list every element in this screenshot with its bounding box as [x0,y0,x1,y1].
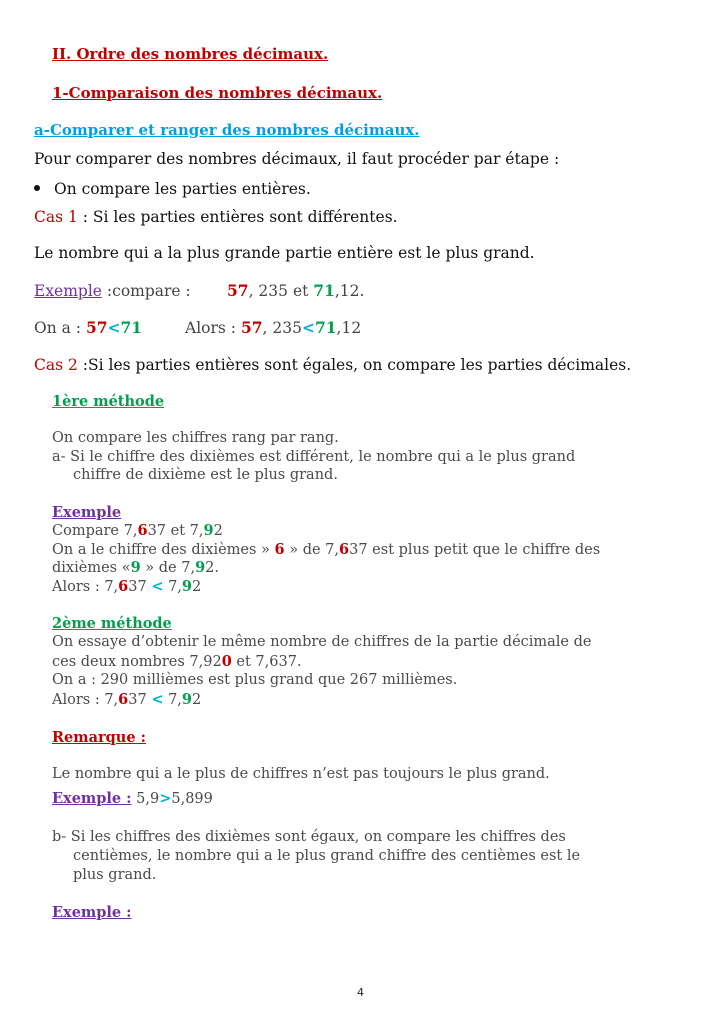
rule1-text: Le nombre qui a la plus grande partie entière est le plus grand. [34,244,535,262]
exemple1-n2-int: 71 [313,281,335,300]
ona1-c-rest: , 235 [262,319,302,337]
exemple1-prefix: :compare : [101,282,191,300]
ona1-alors-line [185,319,361,338]
exemple2-compare-d1: 6 [137,522,148,539]
cas1-line [34,208,398,227]
ona1-op2: < [301,318,315,337]
ona1-alors: Alors : [185,319,241,337]
methode2-alors-b: 37 [128,692,152,708]
exemple3-b: 5,899 [171,791,213,807]
exemple2-alors-op: < [151,578,164,595]
remarque-title: Remarque : [52,729,146,746]
cas2-label: Cas 2 [34,356,83,374]
methode2-line2 [52,653,302,671]
exemple2-line3-b: » de 7, [140,560,196,576]
subsection-title: 1-Comparaison des nombres décimaux. [52,84,383,102]
methode2-line2-zero: 0 [221,653,232,670]
methode2-alors-op: < [151,691,164,708]
part-a-title: a-Comparer et ranger des nombres décimaux. [34,121,420,139]
exemple2-compare-prefix: Compare 7, [52,523,138,539]
exemple2-alors [52,578,201,596]
exemple3-line [52,790,213,808]
exemple4-title: Exemple : [52,904,132,921]
methode2-alors-d1: 6 [118,691,129,708]
exemple2-line3 [52,559,219,577]
ona1-op: < [107,318,121,337]
exemple2-line2-b: » de 7, [284,542,340,558]
exemple2-line2-d2: 6 [339,541,350,558]
exemple1-line [34,282,191,301]
ona1-line [34,319,142,338]
methode2-alors-a: Alors : 7, [52,692,119,708]
ona1-b: 71 [120,318,143,337]
b-line1: b- Si les chiffres des dixièmes sont égaux, on compare les chiffres des [52,829,566,845]
exemple2-line3-a: dixièmes « [52,560,131,576]
methode2-alors-e: 2 [192,692,202,708]
exemple1-numbers [227,282,364,301]
bullet-icon [34,185,40,191]
exemple2-alors-a: Alors : 7, [52,579,119,595]
exemple2-alors-d1: 6 [118,578,129,595]
exemple2-compare [52,522,223,540]
ona1-prefix: On a : [34,319,86,337]
methode2-alors [52,691,201,709]
exemple1-n2-rest: ,12. [334,282,365,300]
exemple2-alors-e: 2 [192,579,202,595]
exemple2-line3-c: 2. [205,560,220,576]
page-number: 4 [357,986,364,999]
methode2-alors-d2: 9 [181,691,193,708]
methode1-title: 1ère méthode [52,393,165,410]
exemple2-line2 [52,541,600,559]
section-title: II. Ordre des nombres décimaux. [52,45,329,63]
exemple2-line3-d2: 9 [195,559,206,576]
methode2-line2-a: ces deux nombres 7,92 [52,654,222,670]
methode2-line3: On a : 290 millièmes est plus grand que 267 millièmes. [52,672,458,688]
exemple3-a: 5,9 [131,791,160,807]
b-line2: centièmes, le nombre qui a le plus grand chiffre des centièmes est le [73,848,581,864]
exemple2-line2-d: 6 [274,541,285,558]
ona1-a: 57 [85,318,108,337]
exemple2-compare-d2: 9 [203,522,214,539]
bullet-item [34,180,311,199]
exemple3-op: > [159,790,172,807]
exemple2-line2-a: On a le chiffre des dixièmes » [52,542,275,558]
ona1-d: 71 [314,318,337,337]
ona1-c: 57 [240,318,263,337]
exemple3-label: Exemple : [52,790,132,807]
methode2-title: 2ème méthode [52,615,172,632]
methode2-line1: On essaye d’obtenir le même nombre de chiffres de la partie décimale de [52,634,592,650]
exemple1-label: Exemple [34,282,102,300]
exemple2-title: Exemple [52,504,122,521]
exemple2-alors-b: 37 [128,579,152,595]
exemple2-line3-d: 9 [130,559,141,576]
remarque-text: Le nombre qui a le plus de chiffres n’est pas toujours le plus grand. [52,766,550,782]
b-line3: plus grand. [73,867,157,883]
exemple2-line2-c: 37 est plus petit que le chiffre des [349,542,601,558]
intro-text: Pour comparer des nombres décimaux, il faut procéder par étape : [34,150,560,168]
cas2-text: :Si les parties entières sont égales, on compare les parties décimales. [82,356,632,374]
methode1-intro: On compare les chiffres rang par rang. [52,430,339,446]
bullet-text: On compare les parties entières. [54,180,311,198]
methode1-a-line1: a- Si le chiffre des dixièmes est différent, le nombre qui a le plus grand [52,449,576,465]
exemple2-compare-mid: 37 et 7, [147,523,204,539]
exemple2-alors-d2: 9 [181,578,193,595]
methode2-line2-b: et 7,637. [231,654,302,670]
exemple1-n1-int: 57 [227,281,249,300]
cas1-label: Cas 1 [34,208,83,226]
methode2-alors-c: 7, [163,692,182,708]
cas2-line [34,356,631,375]
methode1-a-line2: chiffre de dixième est le plus grand. [73,467,338,483]
exemple2-compare-end: 2 [213,523,223,539]
exemple1-n1-rest: , 235 et [248,282,314,300]
exemple2-alors-c: 7, [163,579,182,595]
cas1-text: : Si les parties entières sont différentes. [82,208,398,226]
ona1-d-rest: ,12 [336,319,362,337]
